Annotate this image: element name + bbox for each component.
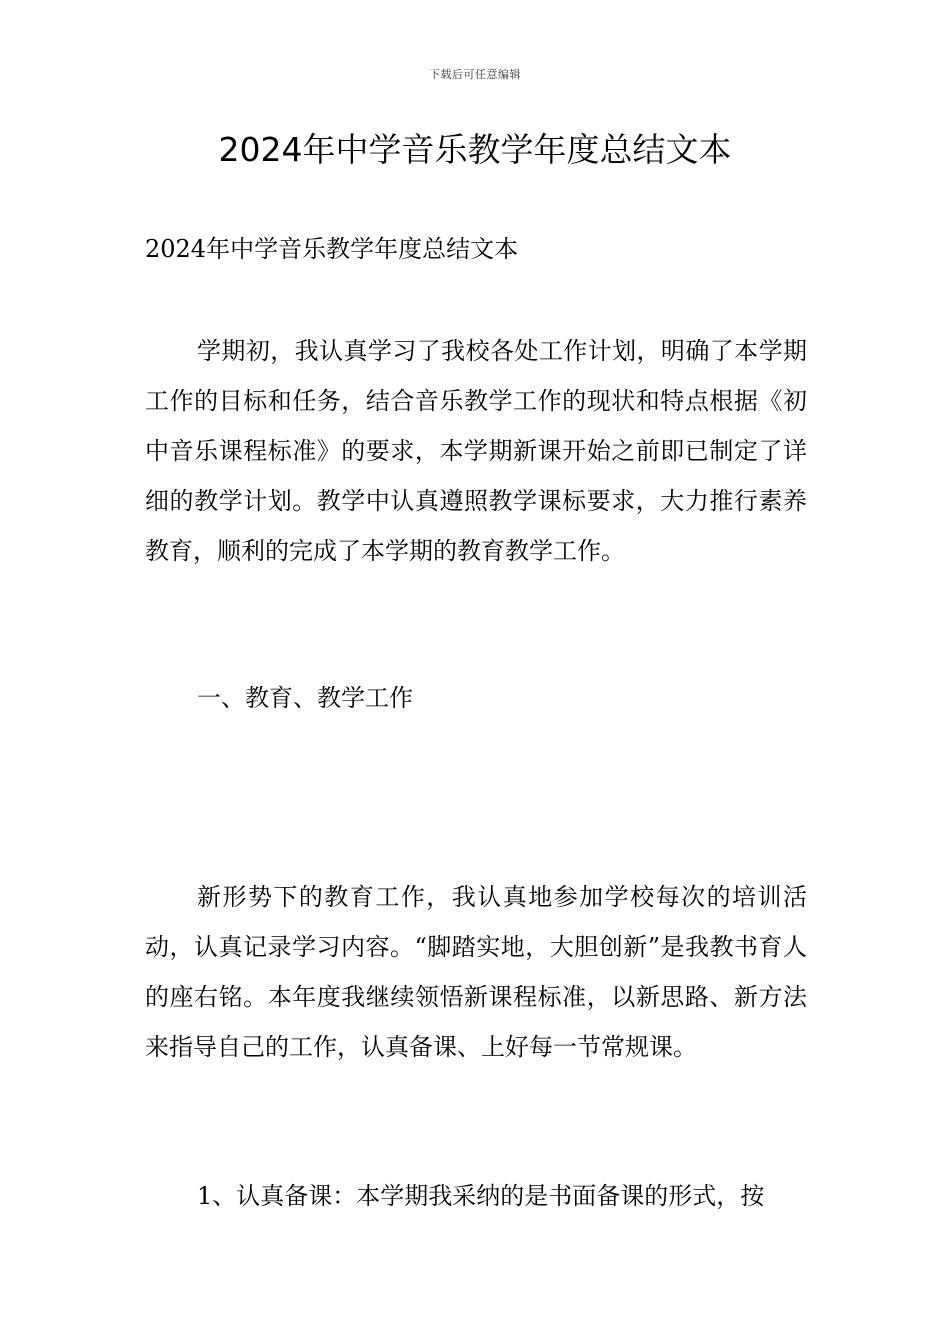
paragraph-intro: 学期初，我认真学习了我校各处工作计划，明确了本学期工作的目标和任务，结合音乐教学工作的现状和特点根据《初中音乐课程标准》的要求，本学期新课开始之前即已制定了详细的教学计划。教学中认真遵照教学课标要求，大力推行素养教育，顺利的完成了本学期的教育教学工作。: [145, 337, 807, 565]
document-title: 2024年中学音乐教学年度总结文本: [218, 130, 732, 169]
document-subtitle: 2024年中学音乐教学年度总结文本: [145, 235, 519, 263]
paragraph-lesson-prep: 1、认真备课：本学期我采纳的是书面备课的形式，按: [197, 1182, 765, 1210]
header-note: 下载后可任意编辑: [429, 68, 521, 81]
section-heading: 一、教育、教学工作: [197, 684, 413, 712]
paragraph-education-work: 新形势下的教育工作，我认真地参加学校每次的培训活动，认真记录学习内容。“脚踏实地，大胆创新”是我教书育人的座右铭。本年度我继续领悟新课程标准，以新思路、新方法来指导自己的工作，认真备课、上好每一节常规课。: [145, 883, 807, 1061]
